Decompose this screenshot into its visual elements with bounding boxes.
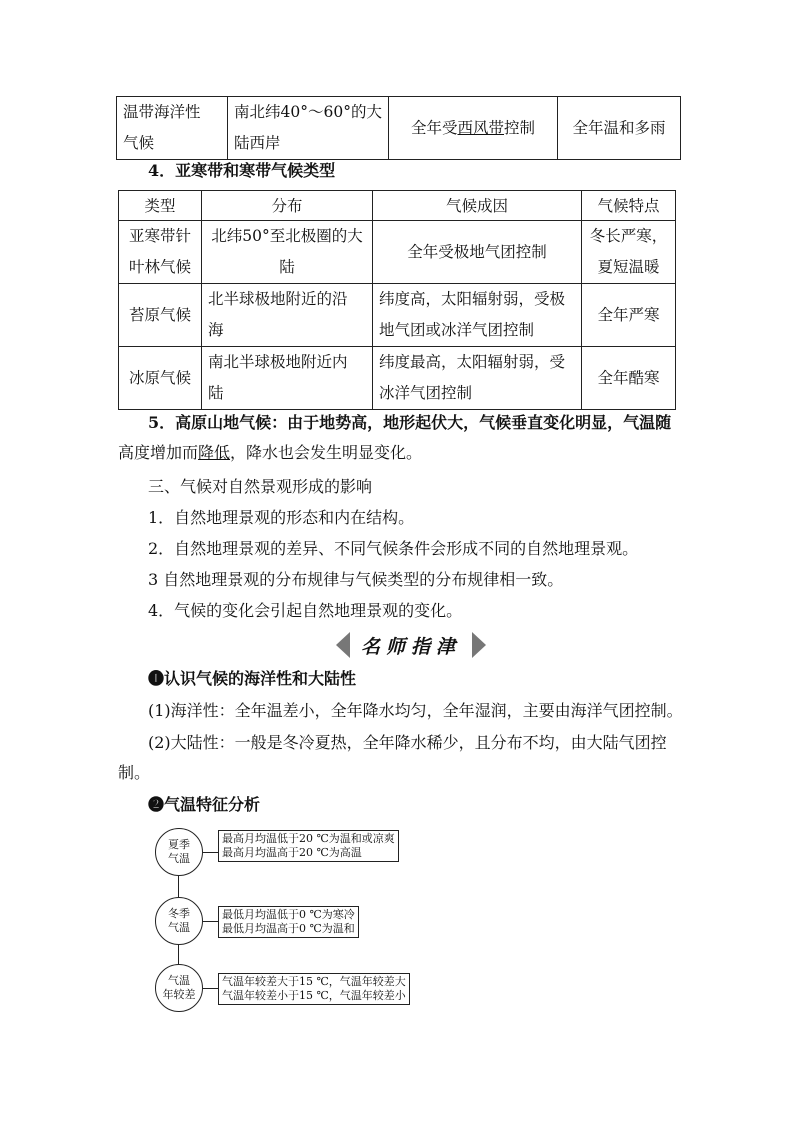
underlined-term: 西风带	[457, 118, 504, 137]
diagram-connector	[203, 921, 219, 922]
box-text: 气温年较差大于15 ℃，气温年较差大	[222, 975, 406, 988]
cell-feature	[558, 97, 681, 160]
cell-text: 北纬50°至北极圈的大	[211, 227, 363, 245]
cell-text: 全年温和多雨	[572, 118, 666, 137]
cell-text: 南北纬40°～60°的大	[234, 103, 382, 121]
tip-2-title: ❷气温特征分析	[148, 795, 261, 814]
tip-1-title: ❶认识气候的海洋性和大陆性	[148, 669, 357, 688]
section-3-title: 三、气候对自然景观形成的影响	[148, 477, 373, 496]
table-row	[117, 97, 681, 160]
cell-text: 地气团或冰洋气团控制	[379, 321, 535, 339]
cell-cause	[373, 221, 582, 284]
box-text: 最低月均温高于0 ℃为温和	[222, 922, 355, 935]
node-label: 夏季	[168, 838, 190, 851]
cell-feature	[582, 284, 676, 347]
cell-text: 全年严寒	[597, 305, 660, 324]
cell-text: 陆	[208, 384, 224, 402]
cell-distribution	[202, 347, 373, 410]
node-annual-range	[155, 964, 203, 1012]
cell-cause	[373, 284, 582, 347]
node-summer	[155, 828, 203, 876]
cell-text: 冬长严寒，	[589, 227, 668, 245]
cell-feature	[582, 221, 676, 284]
cell-text: 控制	[504, 118, 536, 137]
diagram-connector	[203, 852, 219, 853]
node-label: 年较差	[162, 988, 196, 1001]
cell-text: 陆西岸	[234, 134, 281, 152]
list-item: 2．自然地理景观的差异、不同气候条件会形成不同的自然地理景观。	[148, 539, 639, 558]
header-type: 类型	[119, 191, 202, 221]
cell-distribution	[228, 97, 389, 160]
cell-text: 海	[208, 321, 224, 339]
header-cause: 气候成因	[373, 191, 582, 221]
node-label: 气温	[168, 852, 190, 865]
cell-type	[117, 97, 228, 160]
cell-text: 冰原气候	[128, 368, 191, 387]
para-5-line-1	[148, 408, 671, 438]
underlined-term: 降低	[198, 443, 231, 462]
climate-table-subarctic	[118, 190, 676, 410]
para-5-text: 5．高原山地气候：由于地势高，地形起伏大，气候垂直变化明显，气温随	[148, 413, 672, 432]
node-winter	[155, 897, 203, 945]
cell-cause	[373, 347, 582, 410]
cell-text: 纬度最高，太阳辐射弱，受	[379, 353, 566, 371]
tip-1-para-2-line-2: 制。	[118, 763, 151, 782]
header-feature: 气候特点	[582, 191, 676, 221]
para-text: ，降水也会发生明显变化。	[230, 443, 423, 462]
list-item: 4．气候的变化会引起自然地理景观的变化。	[148, 601, 463, 620]
cell-text: 叶林气候	[128, 258, 191, 276]
cell-type	[119, 221, 202, 284]
tip-1-para-1: (1)海洋性：全年温差小，全年降水均匀，全年湿润，主要由海洋气团控制。	[148, 701, 683, 720]
section-4-title: 4．亚寒带和寒带气候类型	[148, 161, 336, 180]
cell-text: 全年酷寒	[597, 368, 660, 387]
para-text: 高度增加而	[118, 443, 199, 462]
para-5-line-2	[118, 438, 422, 468]
header-distribution: 分布	[202, 191, 373, 221]
node-winter-box	[218, 906, 359, 938]
node-label: 气温	[168, 974, 190, 987]
cell-text: 全年受极地气团控制	[407, 242, 547, 261]
cell-feature	[582, 347, 676, 410]
diagram-connector	[203, 988, 219, 989]
banner-title: 名师指津	[360, 635, 461, 658]
list-item: 3 自然地理景观的分布规律与气候类型的分布规律相一致。	[148, 570, 564, 589]
cell-cause	[389, 97, 558, 160]
diagram-connector	[178, 876, 179, 898]
box-text: 气温年较差小于15 ℃，气温年较差小	[222, 989, 406, 1002]
node-annual-range-box	[218, 973, 410, 1005]
table-header-row	[119, 191, 676, 221]
box-text: 最高月均温高于20 ℃为高温	[222, 846, 362, 859]
table-row	[119, 221, 676, 284]
cell-distribution	[202, 221, 373, 284]
cell-text: 夏短温暖	[597, 258, 660, 276]
banner-left-arrow-icon	[336, 632, 350, 658]
table-row	[119, 347, 676, 410]
cell-text: 亚寒带针	[128, 227, 191, 245]
cell-distribution	[202, 284, 373, 347]
table-row	[119, 284, 676, 347]
cell-text: 气候	[123, 134, 155, 152]
cell-text: 纬度高，太阳辐射弱，受极	[379, 290, 566, 308]
node-summer-box	[218, 830, 399, 862]
node-label: 气温	[168, 921, 190, 934]
node-label: 冬季	[168, 907, 190, 920]
diagram-connector	[178, 944, 179, 966]
section-banner	[336, 628, 486, 662]
box-text: 最高月均温低于20 ℃为温和或凉爽	[222, 832, 395, 845]
cell-text: 苔原气候	[128, 305, 191, 324]
cell-text: 全年受	[410, 118, 458, 137]
box-text: 最低月均温低于0 ℃为寒冷	[222, 908, 355, 921]
cell-type	[119, 347, 202, 410]
cell-text: 南北半球极地附近内	[208, 353, 348, 371]
banner-right-arrow-icon	[472, 632, 486, 658]
cell-text: 温带海洋性	[123, 103, 201, 121]
tip-1-para-2-line-1: (2)大陆性：一般是冬冷夏热，全年降水稀少，且分布不均，由大陆气团控	[148, 733, 667, 752]
list-item: 1．自然地理景观的形态和内在结构。	[148, 508, 415, 527]
climate-table-temperate	[116, 96, 681, 160]
cell-text: 北半球极地附近的沿	[208, 290, 348, 308]
cell-type	[119, 284, 202, 347]
cell-text: 冰洋气团控制	[379, 384, 473, 402]
cell-text: 陆	[279, 258, 295, 276]
